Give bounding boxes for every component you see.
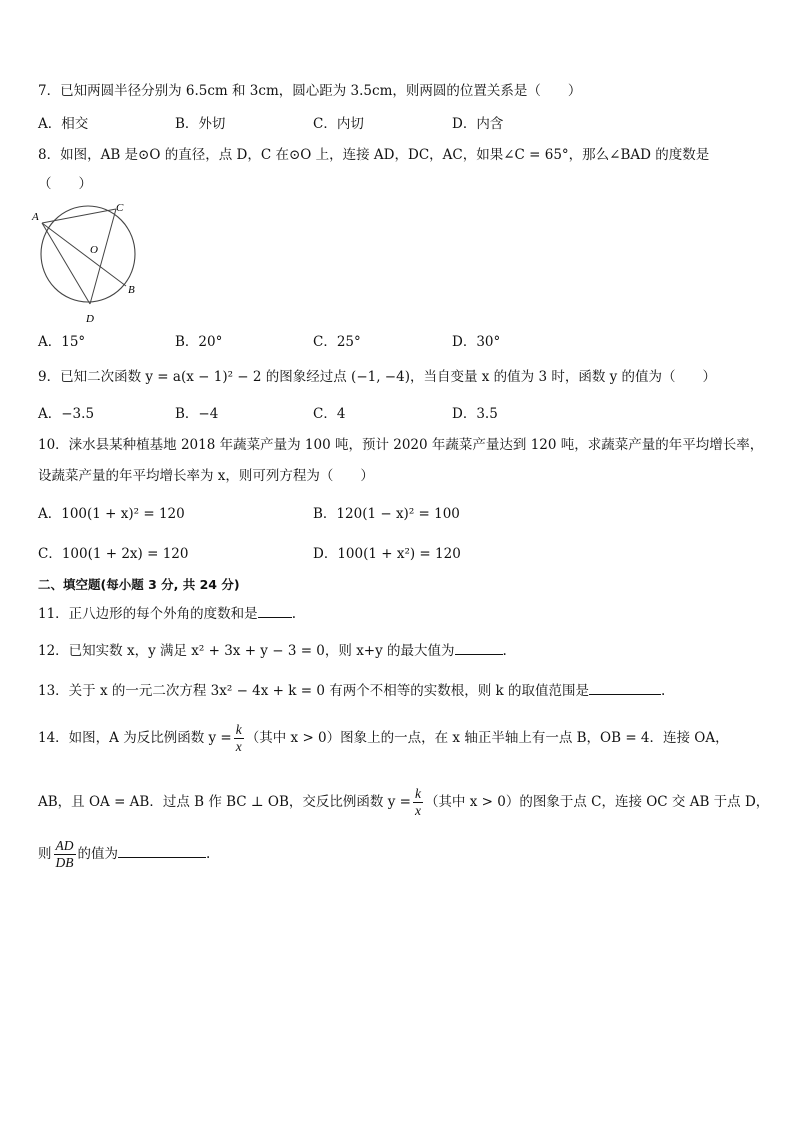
segment-ac [42,209,116,223]
fraction-k-over-x-2: $\frac{k}{x}$ [414,786,421,818]
q14-l1b: （其中 x > 0）图象上的一点，在 x 轴正半轴上有一点 B，OB = 4．连接 OA， [245,730,729,746]
q11-stem: 11．正八边形的每个外角的度数和是 [38,606,258,622]
q12-line [38,640,507,660]
q10-option-d: D．100(1 + x²) = 120 [313,546,461,562]
q7-stem: 7．已知两圆半径分别为 6.5cm 和 3cm，圆心距为 3.5cm，则两圆的位置关系是（ ） [38,83,582,99]
fraction-ad-over-db: $\frac{AD}{DB}$ [55,838,74,870]
q14-end: . [206,846,211,862]
q7-option-a: A．相交 [38,116,89,132]
q12-answer-blank[interactable] [455,640,503,655]
q8-option-a: A．15° [38,334,86,350]
segment-ad [42,223,90,304]
q11-end: . [291,606,296,622]
q14-l2b: （其中 x > 0）的图象于点 C，连接 OC 交 AB 于点 D， [424,794,770,810]
q9-stem: 9．已知二次函数 y = a(x − 1)² − 2 的图象经过点 (−1, −4)，当自变量 x 的值为 3 时，函数 y 的值为（ ） [38,369,717,385]
q8-stem: 8．如图，AB 是⊙O 的直径，点 D，C 在⊙O 上，连接 AD，DC，AC，如果∠C = 65°，那么∠BAD 的度数是 [38,147,710,163]
q8-option-b: B．20° [175,334,223,350]
q9-option-a: A．−3.5 [38,406,95,422]
segment-ab [42,223,126,286]
q8-stem-cont: （ ） [38,176,92,192]
q11-answer-blank[interactable] [258,603,292,618]
q8-circle-figure [30,198,150,328]
q13-line [38,680,665,700]
q8-option-d: D．30° [452,334,501,350]
section-heading: 二、填空题(每小题 3 分, 共 24 分) [38,577,240,592]
segment-dc [90,209,116,304]
q7-option-b: B．外切 [175,116,226,132]
q14-line-1 [38,722,729,755]
q14-line-3 [38,838,210,871]
q14-l3b: 的值为 [77,846,118,862]
q12-end: . [502,643,507,659]
q14-l3a: 则 [38,846,52,862]
q8-option-c: C．25° [313,334,361,350]
q7-option-d: D．内含 [452,116,504,132]
q13-answer-blank[interactable] [589,680,661,695]
q14-answer-blank[interactable] [118,843,206,858]
q12-stem: 12．已知实数 x，y 满足 x² + 3x + y − 3 = 0，则 x+y 的最大值为 [38,643,455,659]
fraction-k-over-x: $\frac{k}{x}$ [235,722,242,754]
label-o: O [90,244,98,256]
q13-stem: 13．关于 x 的一元二次方程 3x² − 4x + k = 0 有两个不相等的实数根，则 k 的取值范围是 [38,683,589,699]
label-b: B [128,284,135,296]
q14-line-2 [38,786,769,819]
q10-option-b: B．120(1 − x)² = 100 [313,506,460,522]
q9-option-d: D．3.5 [452,406,498,422]
q13-end: . [661,683,666,699]
q10-option-c: C．100(1 + 2x) = 120 [38,546,189,562]
label-c: C [116,202,124,214]
q14-l1a: 14．如图，A 为反比例函数 y = [38,730,232,746]
label-a: A [32,211,39,223]
q10-option-a: A．100(1 + x)² = 120 [38,506,185,522]
q7-option-c: C．内切 [313,116,364,132]
q9-option-c: C．4 [313,406,346,422]
q10-stem-cont: 设蔬菜产量的年平均增长率为 x，则可列方程为（ ） [38,468,374,484]
label-d: D [86,313,94,325]
q11-line [38,603,296,623]
q10-stem: 10．涞水县某种植基地 2018 年蔬菜产量为 100 吨，预计 2020 年蔬菜产量达到 120 吨，求蔬菜产量的年平均增长率， [38,437,764,453]
q14-l2a: AB，且 OA = AB．过点 B 作 BC ⊥ OB，交反比例函数 y = [38,794,411,810]
q9-option-b: B．−4 [175,406,219,422]
